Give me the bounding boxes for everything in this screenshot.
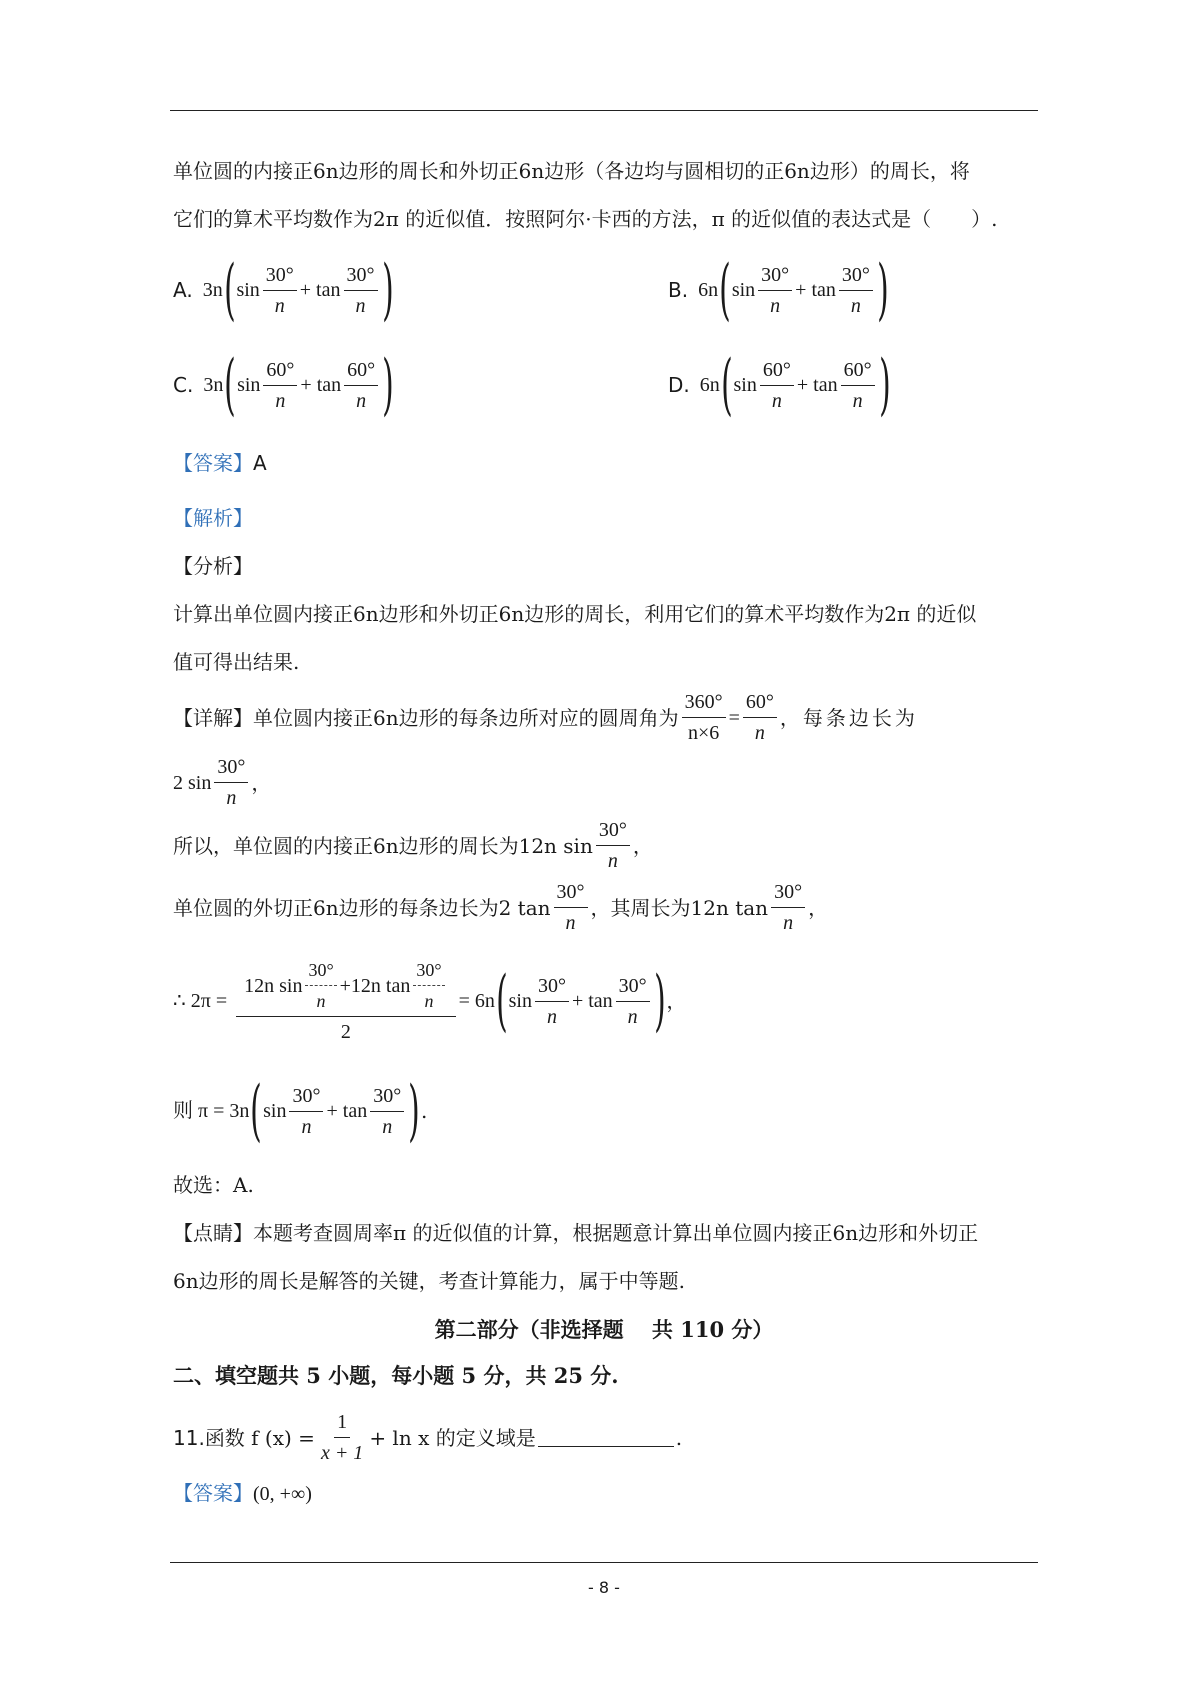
sin-numerator: 60°: [760, 358, 794, 386]
small-numerator: 30°: [305, 958, 336, 986]
tan-numerator: 30°: [344, 263, 378, 291]
tan-numerator: 60°: [344, 358, 378, 386]
question-11: [173, 1410, 682, 1465]
outer-text: 单位圆的外切正6n边形的每条边长为2 tan: [173, 895, 551, 920]
tan-numerator: 30°: [839, 263, 873, 291]
intro-line-2: 它们的算术平均数作为2π 的近似值．按照阿尔·卡西的方法，π 的近似值的表达式是（ ）.: [173, 207, 998, 231]
right-paren: ): [408, 1072, 420, 1149]
r-tan-denominator: n: [627, 1005, 638, 1028]
equals-6n: = 6n: [458, 990, 495, 1012]
angle-result-numerator: 60°: [743, 690, 777, 718]
dianjing-text-1: 本题考查圆周率π 的近似值的计算，根据题意计算出单位圆内接正6n边形和外切正: [253, 1221, 979, 1245]
side-length-line: [173, 755, 271, 810]
plus-tan: + tan: [326, 1100, 368, 1122]
angle-fraction-numerator: 360°: [682, 690, 726, 718]
detail-line-1: [173, 690, 918, 745]
side-denominator: n: [226, 787, 237, 809]
left-paren: (: [720, 346, 733, 423]
therefore-symbol: ∴ 2π =: [173, 990, 228, 1012]
right-paren: ): [653, 962, 666, 1039]
r-sin-denominator: n: [546, 1005, 557, 1028]
answer-tag: 【答案】: [173, 451, 253, 475]
sin-numerator: 30°: [263, 263, 297, 291]
then-pi: 则 π = 3n: [173, 1100, 250, 1122]
choose-line: 故选：A.: [173, 1173, 254, 1197]
left-paren: (: [223, 251, 236, 328]
answer-11-line: [173, 1480, 312, 1507]
sin-denominator: n: [771, 389, 782, 412]
question-after: + ln x 的定义域是: [369, 1425, 536, 1450]
dianjing-line-2: 6n边形的周长是解答的关键，考查计算能力，属于中等题.: [173, 1269, 685, 1293]
r-sin-numerator: 30°: [535, 974, 569, 1002]
equation-comma: ，: [666, 989, 687, 1013]
section2-title: 二、填空题共 5 小题，每小题 5 分，共 25 分.: [173, 1363, 619, 1388]
option-b: B. 6n ( sin $\frac{30^\circ}{n}$ + tan $\frac{30^\circ}{n}$ ): [668, 251, 889, 328]
right-paren: ): [876, 251, 889, 328]
side-numerator: 30°: [214, 755, 248, 783]
so-denominator: n: [607, 850, 618, 872]
option-a: A. 3n ( sin $\frac{30^\circ}{n}$ + tan $\frac{30^\circ}{n}$ ): [173, 251, 394, 328]
outer-denominator-2: n: [783, 912, 794, 934]
pi-tan-denominator: n: [382, 1115, 393, 1138]
side-prefix: 2 sin: [173, 771, 212, 794]
sin-denominator: n: [770, 294, 781, 317]
tan-numerator: 60°: [841, 358, 875, 386]
small-denominator: n: [316, 991, 326, 1011]
angle-result-denominator: n: [754, 722, 765, 744]
pi-sin-numerator: 30°: [289, 1084, 323, 1112]
big-numerator-plus: +12n tan: [339, 974, 411, 997]
answer-blank: [538, 1428, 674, 1447]
answer-value: A: [253, 451, 267, 475]
part2-title: 第二部分（非选择题 共 110 分）: [434, 1317, 774, 1342]
tan-denominator: n: [355, 294, 366, 317]
perimeter-outer-line: [173, 880, 828, 935]
option-coef: 6n: [698, 278, 719, 301]
answer-11-tag: 【答案】: [173, 1481, 253, 1505]
analysis-tag: 【解析】: [173, 506, 253, 530]
answer-line: [173, 450, 267, 476]
option-label: B.: [668, 278, 689, 302]
option-label: A.: [173, 278, 193, 302]
option-label: C.: [173, 373, 194, 397]
sin-word: sin: [508, 990, 532, 1012]
question-text: 函数 f (x) =: [204, 1425, 315, 1450]
option-label: D.: [668, 373, 690, 397]
right-paren: ): [381, 251, 394, 328]
plus-tan: + tan: [571, 990, 613, 1012]
q11-numerator: 1: [334, 1410, 350, 1438]
footer-rule: [170, 1562, 1038, 1563]
question-number: 11.: [173, 1425, 205, 1450]
side-suffix: ，: [251, 770, 272, 795]
outer-mid: ，其周长为12n tan: [590, 895, 769, 920]
tan-denominator: n: [356, 389, 367, 412]
big-numerator-a: 12n sin: [244, 974, 303, 997]
pi-sin-denominator: n: [301, 1115, 312, 1138]
so-suffix: ，: [632, 833, 653, 858]
left-paren: (: [250, 1072, 263, 1149]
pi-period: .: [420, 1099, 428, 1123]
left-paren: (: [719, 251, 731, 328]
option-c: C. 3n ( sin $\frac{60^\circ}{n}$ + tan $\frac{60^\circ}{n}$ ): [173, 346, 394, 423]
fenxi-line-2: 值可得出结果.: [173, 650, 300, 674]
r-tan-numerator: 30°: [616, 974, 650, 1002]
sin-numerator: 60°: [263, 358, 297, 386]
dianjing-tag: 【点睛】: [173, 1221, 253, 1245]
fenxi-tag: 【分析】: [173, 554, 253, 578]
q11-denominator: x + 1: [320, 1442, 364, 1464]
question-end: .: [675, 1425, 683, 1450]
detail-text-1: 单位圆内接正6n边形的每条边所对应的圆周角为: [253, 705, 679, 730]
outer-numerator-2: 30°: [771, 880, 805, 908]
small-denominator: n: [424, 991, 434, 1011]
header-rule: [170, 110, 1038, 111]
option-coef: 6n: [699, 373, 720, 396]
left-paren: (: [495, 962, 508, 1039]
average-equation: [173, 958, 686, 1044]
so-text: 所以，单位圆的内接正6n边形的周长为12n sin: [173, 833, 593, 858]
perimeter-inner-line: [173, 818, 653, 873]
outer-suffix: ，: [808, 895, 829, 920]
sin-denominator: n: [274, 294, 285, 317]
angle-fraction-denominator: n×6: [687, 722, 720, 744]
pi-result-line: [173, 1072, 428, 1149]
page-number: - 8 -: [588, 1578, 620, 1597]
left-paren: (: [224, 346, 236, 423]
so-numerator: 30°: [596, 818, 630, 846]
outer-numerator: 30°: [554, 880, 588, 908]
option-coef: 3n: [203, 373, 224, 396]
equals-sign: =: [728, 706, 740, 729]
right-paren: ): [382, 346, 394, 423]
fenxi-line-1: 计算出单位圆内接正6n边形和外切正6n边形的周长，利用它们的算术平均数作为2π 的近似: [173, 602, 977, 626]
pi-tan-numerator: 30°: [370, 1084, 404, 1112]
tan-denominator: n: [852, 389, 863, 412]
sin-denominator: n: [275, 389, 286, 412]
outer-denominator: n: [565, 912, 576, 934]
detail-text-2: ，每条边长为: [779, 705, 918, 730]
dianjing-line-1: [173, 1220, 978, 1246]
sin-word: sin: [263, 1100, 287, 1122]
option-d: D. 6n ( sin $\frac{60^\circ}{n}$ + tan $\frac{60^\circ}{n}$ ): [668, 346, 891, 423]
intro-line-1: 单位圆的内接正6n边形的周长和外切正6n边形（各边均与圆相切的正6n边形）的周长，将: [173, 159, 970, 183]
sin-numerator: 30°: [758, 263, 792, 291]
option-coef: 3n: [202, 278, 223, 301]
big-denominator: 2: [340, 1021, 351, 1043]
right-paren: ): [878, 346, 891, 423]
small-numerator: 30°: [413, 958, 444, 986]
answer-11-value: (0, +∞): [253, 1483, 312, 1505]
tan-denominator: n: [850, 294, 861, 317]
detail-tag: 【详解】: [173, 705, 253, 730]
